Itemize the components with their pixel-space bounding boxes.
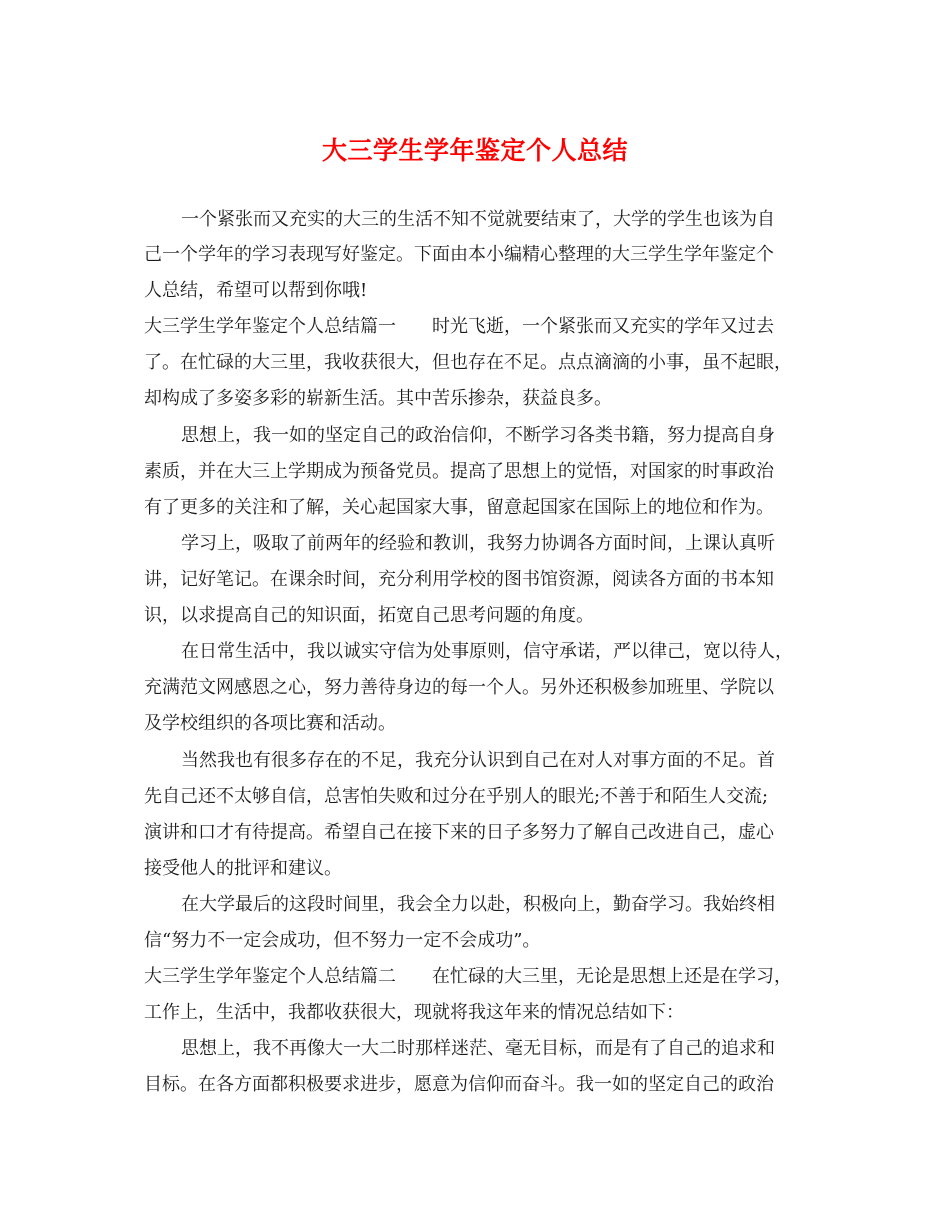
paragraph-line: 素质，并在大三上学期成为预备党员。提高了思想上的觉悟，对国家的时事政治 [144, 461, 774, 482]
paragraph-line: 目标。在各方面都积极要求进步，愿意为信仰而奋斗。我一如的坚定自己的政治 [144, 1074, 774, 1095]
paragraph-line: 有了更多的关注和了解，关心起国家大事，留意起国家在国际上的地位和作为。 [144, 497, 774, 518]
paragraph-line: 在大学最后的这段时间里，我会全力以赴，积极向上，勤奋学习。我始终相 [181, 894, 775, 915]
paragraph-line: 己一个学年的学习表现写好鉴定。下面由本小编精心整理的大三学生学年鉴定个 [144, 244, 774, 265]
paragraph-line: 学习上，吸取了前两年的经验和教训，我努力协调各方面时间，上课认真听 [181, 533, 775, 554]
paragraph-line: 充满范文网感恩之心，努力善待身边的每一个人。另外还积极参加班里、学院以 [144, 677, 774, 698]
paragraph-line: 识，以求提高自己的知识面，拓宽自己思考问题的角度。 [144, 605, 594, 626]
paragraph-line: 讲，记好笔记。在课余时间，充分利用学校的图书馆资源，阅读各方面的书本知 [144, 569, 774, 590]
paragraph-line: 人总结，希望可以帮到你哦! [144, 280, 368, 301]
paragraph-line: 当然我也有很多存在的不足，我充分认识到自己在对人对事方面的不足。首 [181, 750, 775, 771]
paragraph-line: 信“努力不一定会成功，但不努力一定不会成功”。 [144, 930, 541, 951]
section-heading-line: 大三学生学年鉴定个人总结篇一 时光飞逝，一个紧张而又充实的学年又过去 [144, 316, 774, 337]
section-heading-line: 大三学生学年鉴定个人总结篇二 在忙碌的大三里，无论是思想上还是在学习， [144, 966, 792, 987]
paragraph-line: 思想上，我不再像大一大二时那样迷茫、毫无目标，而是有了自己的追求和 [181, 1038, 775, 1059]
paragraph-line: 却构成了多姿多彩的崭新生活。其中苦乐掺杂，获益良多。 [144, 388, 612, 409]
paragraph-line: 先自己还不太够自信，总害怕失败和过分在乎别人的眼光;不善于和陌生人交流; [144, 786, 769, 807]
paragraph-line: 在日常生活中，我以诚实守信为处事原则，信守承诺，严以律己，宽以待人， [181, 641, 793, 662]
paragraph-line: 及学校组织的各项比赛和活动。 [144, 713, 396, 734]
paragraph-line: 演讲和口才有待提高。希望自己在接下来的日子多努力了解自己改进自己，虚心 [144, 822, 774, 843]
paragraph-line: 思想上，我一如的坚定自己的政治信仰，不断学习各类书籍，努力提高自身 [181, 425, 775, 446]
paragraph-line: 了。在忙碌的大三里，我收获很大，但也存在不足。点点滴滴的小事，虽不起眼， [144, 352, 792, 373]
paragraph-line: 一个紧张而又充实的大三的生活不知不觉就要结束了，大学的学生也该为自 [181, 209, 775, 230]
paragraph-line: 工作上，生活中，我都收获很大，现就将我这年来的情况总结如下： [144, 1002, 684, 1023]
paragraph-line: 接受他人的批评和建议。 [144, 858, 342, 879]
document-title: 大三学生学年鉴定个人总结 [321, 136, 628, 165]
